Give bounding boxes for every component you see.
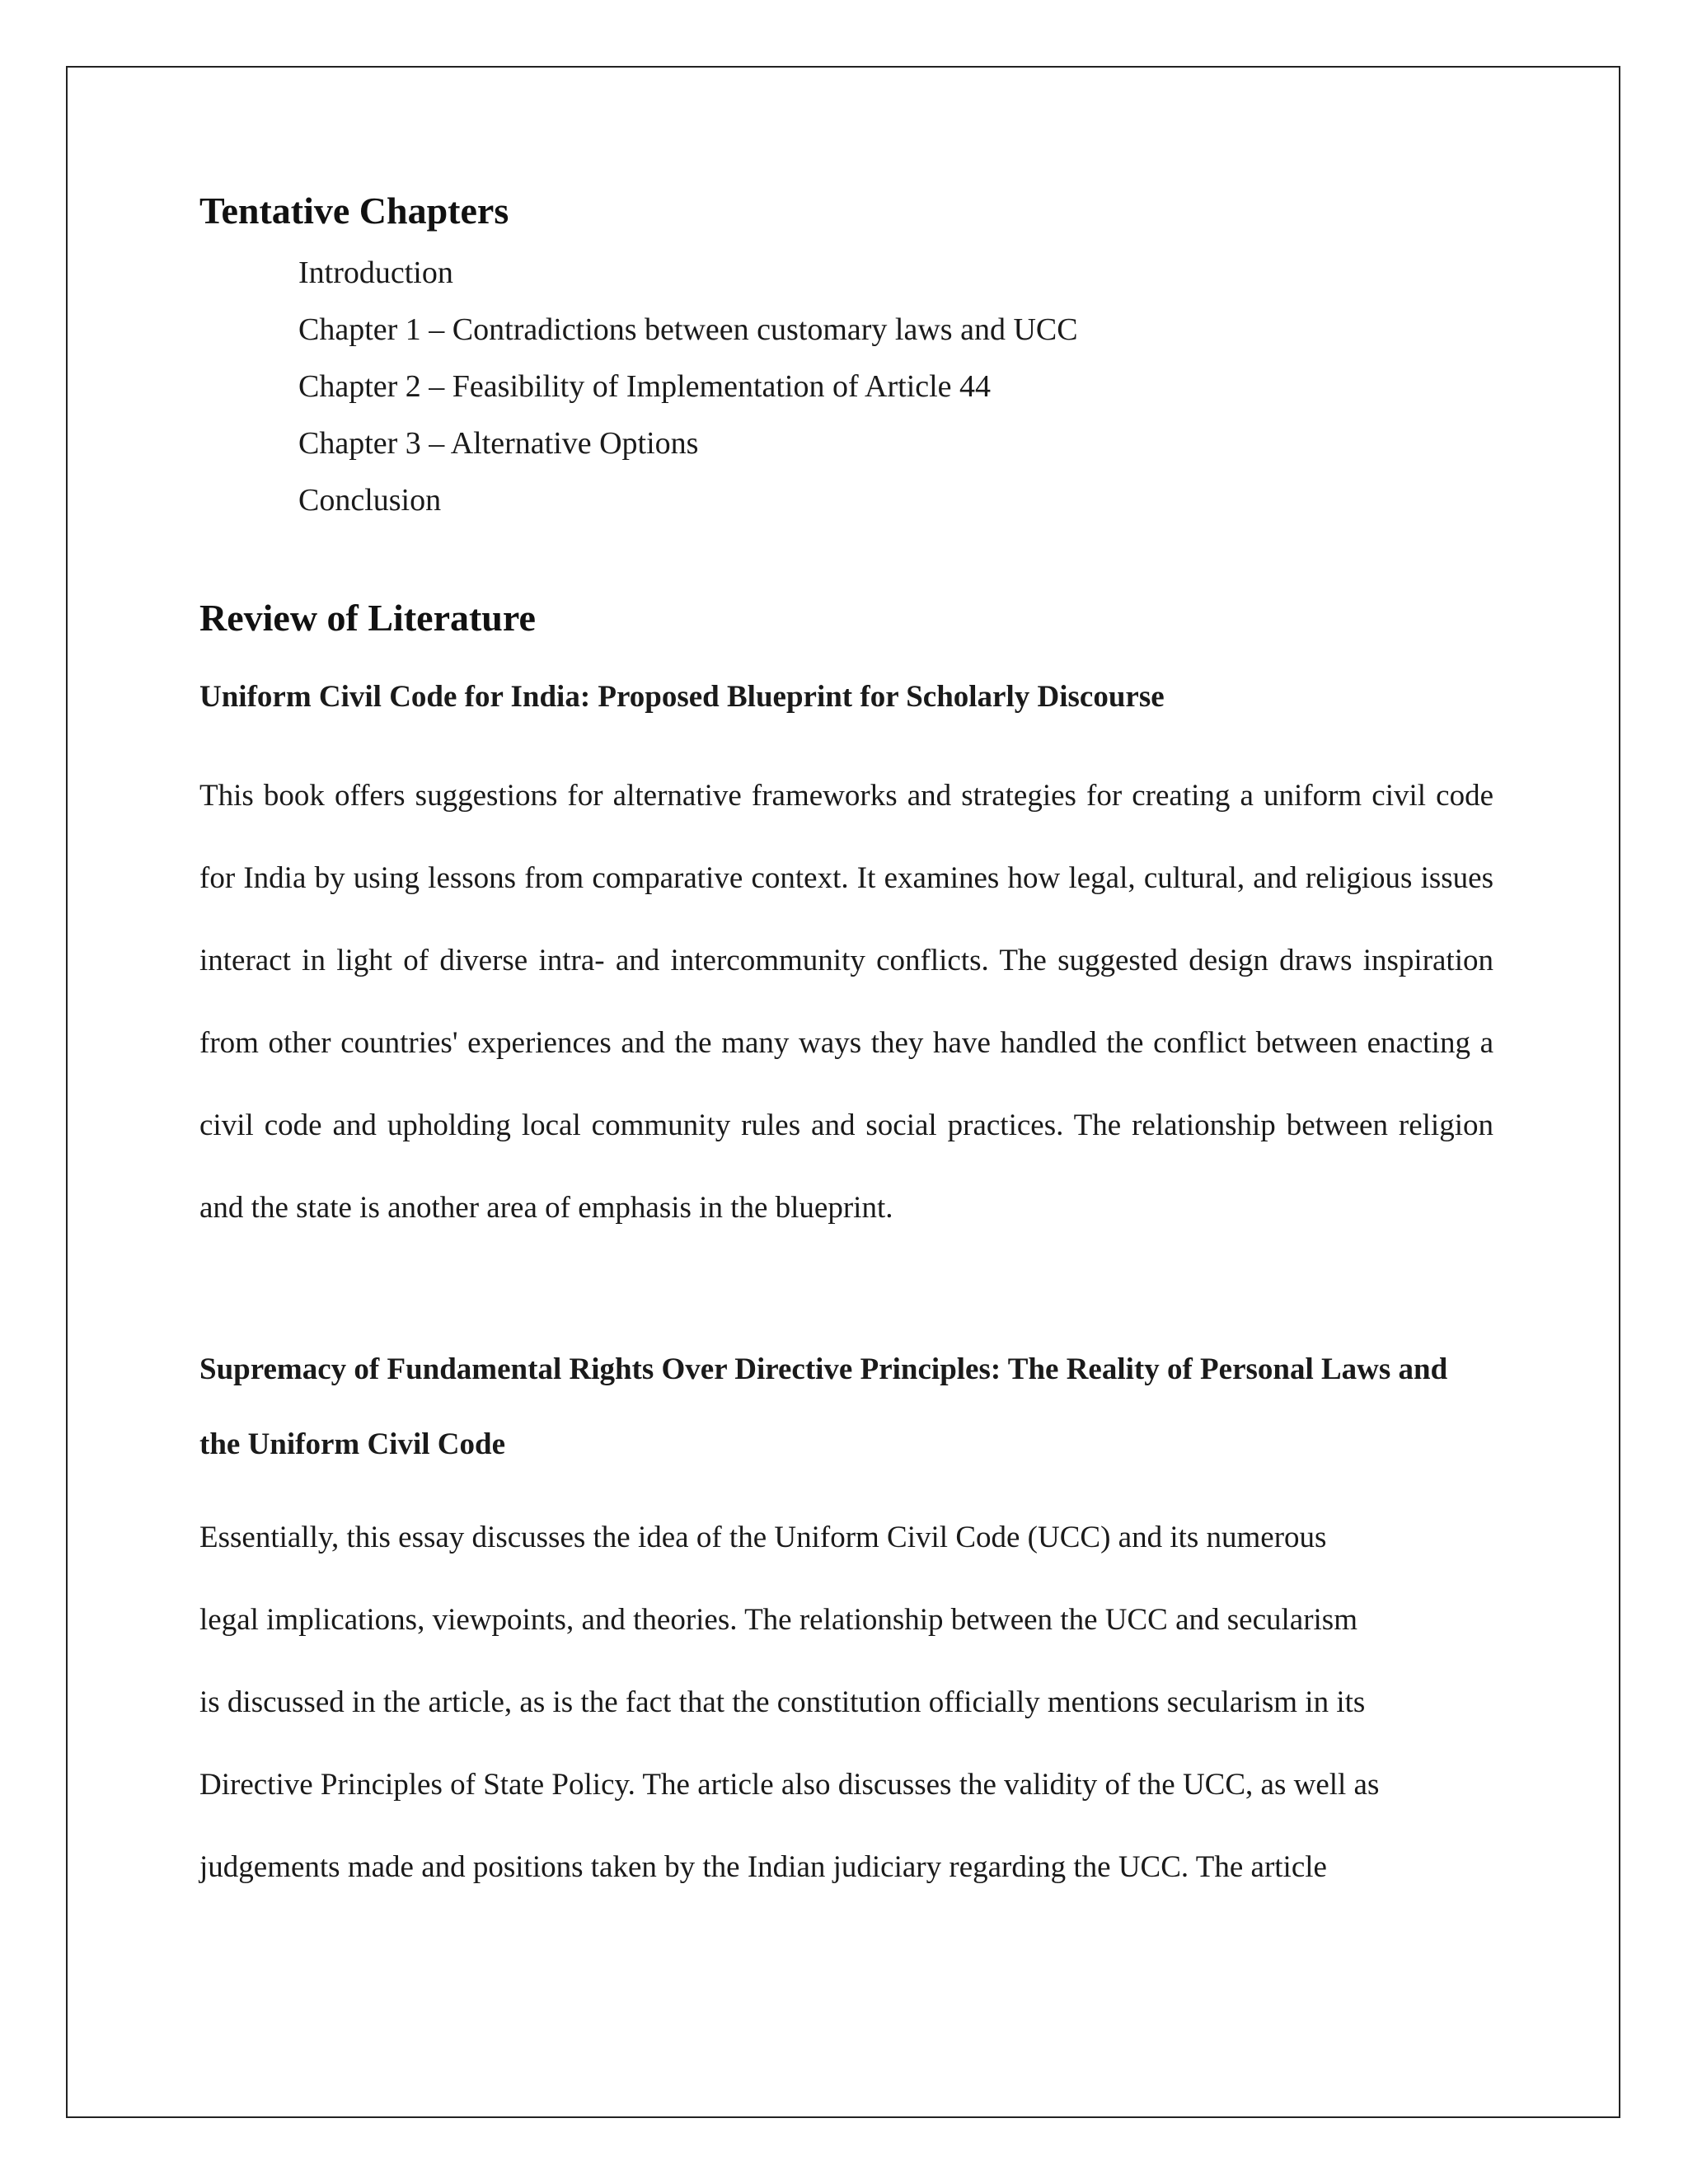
chapter-item-introduction: Introduction — [298, 255, 453, 290]
chapter-list — [298, 245, 1493, 529]
document-content — [199, 190, 1493, 1909]
review-entry-2-line: is discussed in the article, as is the fact that the constitution officially mentions secularism in its — [199, 1685, 1366, 1719]
chapter-item-3: Chapter 3 – Alternative Options — [298, 425, 699, 461]
chapter-item-1: Chapter 1 – Contradictions between customary laws and UCC — [298, 312, 1078, 347]
review-entry-2-body — [199, 1497, 1493, 1909]
chapter-item-conclusion: Conclusion — [298, 482, 442, 518]
review-entry-2-line: Directive Principles of State Policy. The article also discusses the validity of the UCC, as well as — [199, 1767, 1380, 1802]
tentative-chapters-heading: Tentative Chapters — [199, 190, 509, 232]
review-entry-1-body: This book offers suggestions for alternative frameworks and strategies for creating a uniform civil code for India by using lessons from comparative context. It examines how legal, cultural, and religious issues interact in light of diverse intra- and intercommunity conflicts. The suggested design draws inspiration from other countries' experiences and the many ways they have handled the conflict between enacting a civil code and upholding local community rules and social practices. The relationship between religion and the state is another area of emphasis in the blueprint. — [199, 778, 1493, 1225]
review-of-literature-heading: Review of Literature — [199, 596, 536, 639]
review-entry-1-title: Uniform Civil Code for India: Proposed Blueprint for Scholarly Discourse — [199, 679, 1165, 714]
review-entry-2-line: judgements made and positions taken by the Indian judiciary regarding the UCC. The article — [199, 1849, 1327, 1884]
review-entry-2-line: legal implications, viewpoints, and theories. The relationship between the UCC and secularism — [199, 1602, 1357, 1637]
chapter-item-2: Chapter 2 – Feasibility of Implementation of Article 44 — [298, 368, 992, 404]
review-entry-2-title: Supremacy of Fundamental Rights Over Directive Principles: The Reality of Personal Laws and the Uniform Civil Code — [199, 1352, 1448, 1461]
review-entry-2-line: Essentially, this essay discusses the idea of the Uniform Civil Code (UCC) and its numerous — [199, 1520, 1327, 1554]
